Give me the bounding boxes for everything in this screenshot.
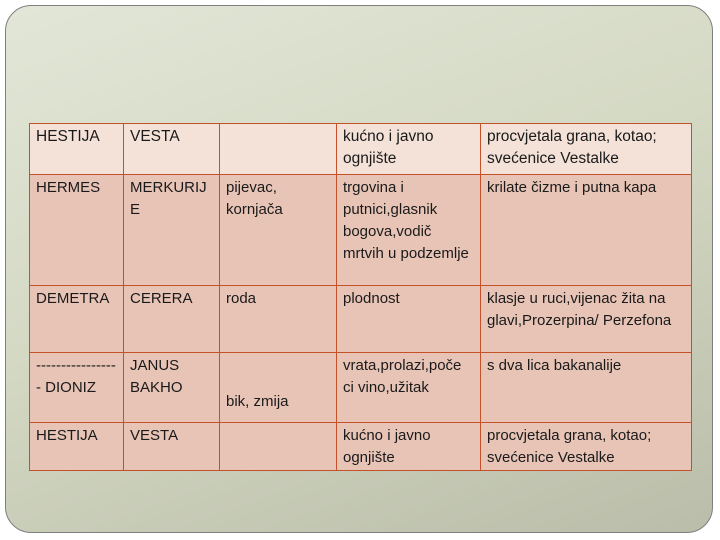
table-cell: klasje u ruci,vijenac žita na glavi,Prozerpina/ Perzefona	[481, 286, 692, 353]
table-cell: procvjetala grana, kotao; svećenice Vestalke	[481, 124, 692, 175]
table-cell	[220, 423, 337, 471]
table-cell: HESTIJA	[30, 423, 124, 471]
table-row	[30, 124, 692, 175]
table-cell: s dva lica bakanalije	[481, 353, 692, 423]
table-cell: ----------------- DIONIZ	[30, 353, 124, 423]
table-cell: kućno i javno ognjište	[337, 423, 481, 471]
table-cell: roda	[220, 286, 337, 353]
table-cell	[220, 124, 337, 175]
table-cell: VESTA	[124, 124, 220, 175]
table-cell: JANUS BAKHO	[124, 353, 220, 423]
table-row	[30, 175, 692, 286]
deities-table	[29, 123, 692, 471]
table-cell: krilate čizme i putna kapa	[481, 175, 692, 286]
table-cell: bik, zmija	[220, 353, 337, 423]
table-cell: VESTA	[124, 423, 220, 471]
table-cell: procvjetala grana, kotao; svećenice Vestalke	[481, 423, 692, 471]
table-cell: kućno i javno ognjište	[337, 124, 481, 175]
table-cell: HESTIJA	[30, 124, 124, 175]
table-row	[30, 286, 692, 353]
table-cell: MERKURIJ E	[124, 175, 220, 286]
table-row	[30, 353, 692, 423]
slide-background	[5, 5, 713, 533]
table-cell: plodnost	[337, 286, 481, 353]
table-cell: HERMES	[30, 175, 124, 286]
table-cell: pijevac, kornjača	[220, 175, 337, 286]
table-cell: CERERA	[124, 286, 220, 353]
table-row	[30, 423, 692, 471]
table-cell: vrata,prolazi,poče ci vino,užitak	[337, 353, 481, 423]
table-cell: DEMETRA	[30, 286, 124, 353]
table-cell: trgovina i putnici,glasnik bogova,vodič mrtvih u podzemlje	[337, 175, 481, 286]
